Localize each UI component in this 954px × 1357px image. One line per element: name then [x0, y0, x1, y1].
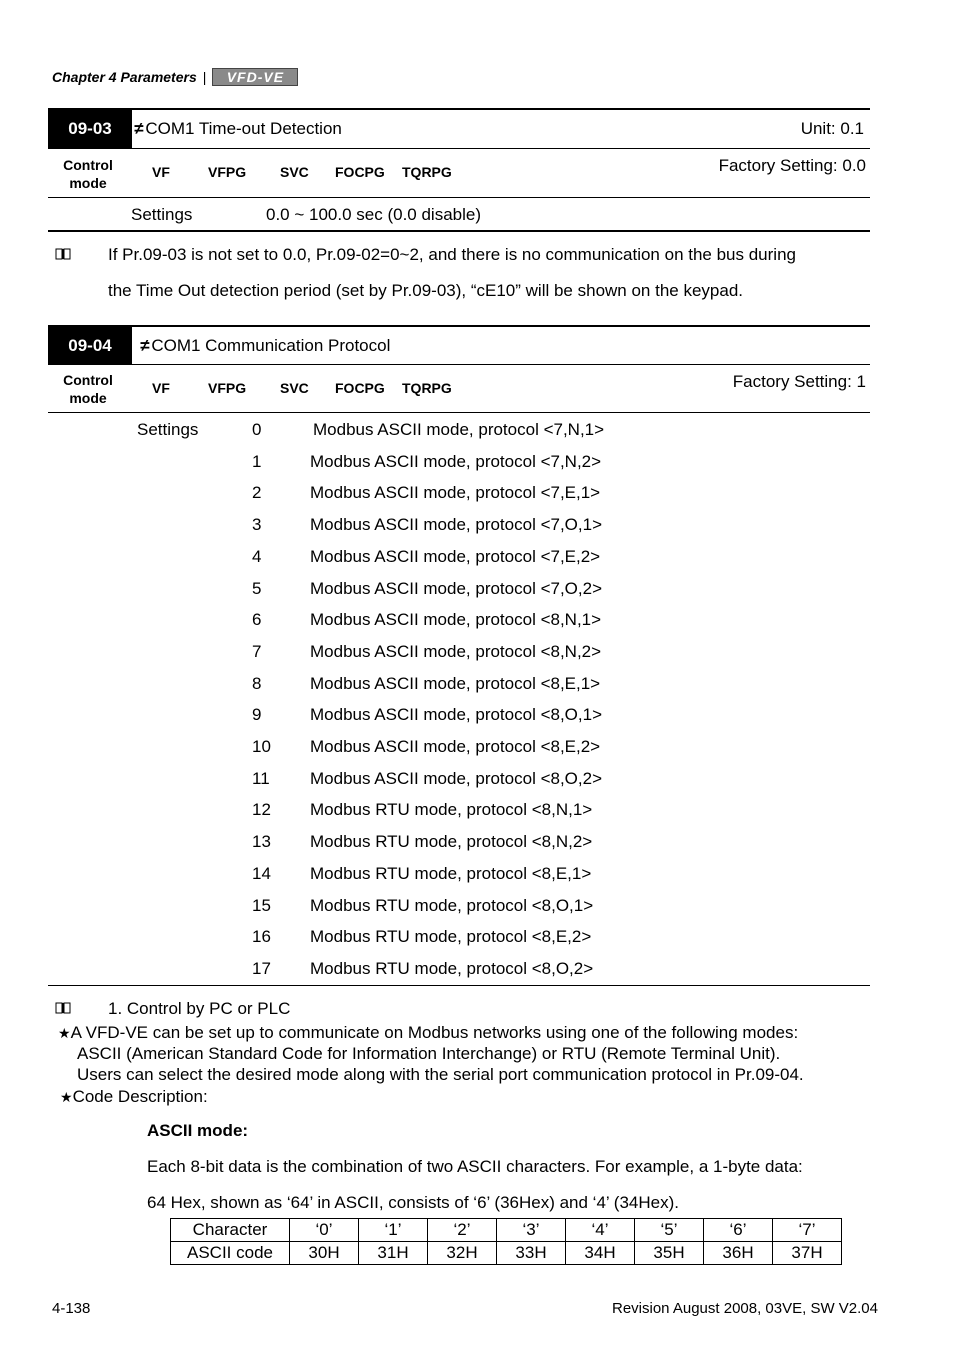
protocol-option-number: 17 [252, 959, 271, 978]
protocol-option-number: 15 [252, 896, 271, 915]
divider [48, 197, 870, 198]
mode-tqrpg: TQRPG [402, 380, 452, 396]
protocol-option-number: 7 [252, 642, 262, 661]
rw-change-icon: ≠ [140, 335, 150, 355]
settings-value: 0.0 ~ 100.0 sec (0.0 disable) [266, 205, 481, 224]
protocol-option-description: Modbus ASCII mode, protocol <8,E,1> [310, 674, 601, 693]
protocol-option-description: Modbus RTU mode, protocol <8,N,1> [310, 800, 593, 819]
ascii-line2: 64 Hex, shown as ‘64’ in ASCII, consists of ‘6’ (36Hex) and ‘4’ (34Hex). [147, 1193, 679, 1212]
table-cell: 33H [497, 1242, 566, 1265]
para-line1: A VFD-VE can be set up to communicate on Modbus networks using one of the following modes: [70, 1023, 799, 1042]
protocol-option-number: 14 [252, 864, 271, 883]
control-label-line2: mode [69, 390, 107, 406]
settings-label: Settings [131, 205, 193, 224]
table-row [171, 1219, 842, 1242]
table-row [171, 1242, 842, 1265]
star-icon: ★ [60, 1089, 73, 1105]
ascii-mode-heading: ASCII mode: [147, 1121, 249, 1140]
rw-change-icon: ≠ [134, 119, 144, 138]
param-title-text: COM1 Communication Protocol [151, 335, 391, 355]
star-paragraph [58, 1023, 798, 1043]
mode-vf: VF [152, 164, 170, 180]
factory-setting: Factory Setting: 1 [732, 372, 866, 391]
param-code-09-04: 09-04 [48, 327, 132, 364]
page-number: 4-138 [52, 1300, 91, 1317]
chapter-title: Chapter 4 Parameters [52, 69, 197, 85]
mode-svc: SVC [280, 164, 309, 180]
table-cell: ‘4’ [566, 1219, 635, 1242]
protocol-option-description: Modbus ASCII mode, protocol <8,O,2> [310, 769, 602, 788]
protocol-option-description: Modbus RTU mode, protocol <8,N,2> [310, 832, 593, 851]
protocol-option-description: Modbus ASCII mode, protocol <8,E,2> [310, 737, 601, 756]
control-label-line1: Control [63, 372, 113, 388]
mode-svc: SVC [280, 380, 309, 396]
protocol-option-number: 0 [252, 420, 262, 439]
protocol-option-description: Modbus ASCII mode, protocol <8,N,1> [310, 610, 602, 629]
table-header-cell: Character [171, 1219, 290, 1242]
protocol-option-number: 12 [252, 800, 271, 819]
note-item-1: 1. Control by PC or PLC [108, 999, 291, 1018]
mode-vfpg: VFPG [208, 164, 247, 180]
vfd-ve-logo: VFD-VE [212, 68, 298, 86]
table-cell: 32H [428, 1242, 497, 1265]
code-desc-text: Code Description: [72, 1087, 208, 1106]
table-header-cell: ASCII code [171, 1242, 290, 1265]
param-unit: Unit: 0.1 [800, 119, 864, 138]
table-cell: 37H [773, 1242, 842, 1265]
protocol-option-description: Modbus ASCII mode, protocol <7,O,1> [310, 515, 602, 534]
protocol-option-description: Modbus RTU mode, protocol <8,E,2> [310, 927, 592, 946]
note-text-line1: If Pr.09-03 is not set to 0.0, Pr.09-02=0~2, and there is no communication on the bus during [108, 245, 796, 264]
table-cell: ‘0’ [290, 1219, 359, 1242]
protocol-option-number: 6 [252, 610, 262, 629]
protocol-option-description: Modbus ASCII mode, protocol <7,E,1> [310, 483, 601, 502]
table-cell: ‘5’ [635, 1219, 704, 1242]
table-cell: 35H [635, 1242, 704, 1265]
table-cell: ‘2’ [428, 1219, 497, 1242]
control-label-line2: mode [69, 175, 107, 191]
table-cell: 36H [704, 1242, 773, 1265]
mode-tqrpg: TQRPG [402, 164, 452, 180]
control-mode-label [50, 371, 126, 407]
star-icon: ★ [58, 1025, 71, 1041]
protocol-option-description: Modbus ASCII mode, protocol <8,N,2> [310, 642, 602, 661]
protocol-option-description: Modbus RTU mode, protocol <8,O,2> [310, 959, 594, 978]
ascii-table [170, 1218, 842, 1265]
page-header [52, 68, 298, 86]
factory-setting: Factory Setting: 0.0 [718, 156, 866, 175]
protocol-option-number: 1 [252, 452, 262, 471]
para-line3: Users can select the desired mode along with the serial port communication protocol in Pr.09-04. [77, 1065, 804, 1084]
table-cell: ‘1’ [359, 1219, 428, 1242]
note-text-line2: the Time Out detection period (set by Pr.09-03), “cE10” will be shown on the keypad. [108, 281, 744, 300]
protocol-option-number: 11 [252, 769, 270, 788]
settings-label: Settings [137, 420, 199, 439]
param-title-text: COM1 Time-out Detection [145, 119, 342, 138]
table-cell: ‘6’ [704, 1219, 773, 1242]
table-cell: 31H [359, 1242, 428, 1265]
book-note-icon [55, 248, 71, 260]
code-description [60, 1087, 208, 1107]
protocol-option-number: 9 [252, 705, 262, 724]
divider [48, 148, 870, 149]
protocol-option-number: 4 [252, 547, 262, 566]
param-title-09-03 [134, 110, 342, 148]
param-code-09-03: 09-03 [48, 110, 132, 148]
table-cell: 30H [290, 1242, 359, 1265]
protocol-option-number: 13 [252, 832, 271, 851]
table-cell: ‘7’ [773, 1219, 842, 1242]
protocol-option-number: 3 [252, 515, 262, 534]
revision-info: Revision August 2008, 03VE, SW V2.04 [612, 1300, 878, 1317]
protocol-option-number: 16 [252, 927, 271, 946]
divider [48, 412, 870, 413]
control-label-line1: Control [63, 157, 113, 173]
protocol-option-description: Modbus RTU mode, protocol <8,E,1> [310, 864, 592, 883]
protocol-option-number: 2 [252, 483, 262, 502]
protocol-option-description: Modbus RTU mode, protocol <8,O,1> [310, 896, 594, 915]
mode-vf: VF [152, 380, 170, 396]
mode-vfpg: VFPG [208, 380, 247, 396]
table-cell: ‘3’ [497, 1219, 566, 1242]
mode-focpg: FOCPG [335, 164, 385, 180]
protocol-option-description: Modbus ASCII mode, protocol <7,N,1> [313, 420, 605, 439]
protocol-option-description: Modbus ASCII mode, protocol <7,N,2> [310, 452, 602, 471]
divider [48, 985, 870, 986]
header-separator: | [202, 69, 207, 85]
protocol-option-number: 5 [252, 579, 262, 598]
protocol-option-number: 8 [252, 674, 262, 693]
mode-focpg: FOCPG [335, 380, 385, 396]
control-mode-label [50, 156, 126, 192]
divider [48, 364, 870, 365]
table-cell: 34H [566, 1242, 635, 1265]
protocol-option-description: Modbus ASCII mode, protocol <7,E,2> [310, 547, 601, 566]
ascii-line1: Each 8-bit data is the combination of two ASCII characters. For example, a 1-byte data: [147, 1157, 803, 1176]
book-note-icon [55, 1002, 71, 1014]
protocol-option-description: Modbus ASCII mode, protocol <8,O,1> [310, 705, 602, 724]
protocol-option-number: 10 [252, 737, 271, 756]
divider [48, 230, 870, 232]
protocol-option-description: Modbus ASCII mode, protocol <7,O,2> [310, 579, 602, 598]
para-line2: ASCII (American Standard Code for Information Interchange) or RTU (Remote Terminal Unit). [77, 1044, 781, 1063]
param-title-09-04 [140, 327, 390, 364]
